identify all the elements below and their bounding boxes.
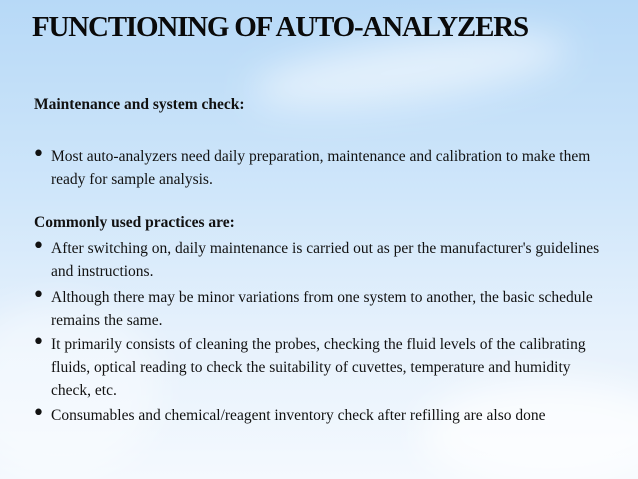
bullet-item — [32, 142, 602, 191]
bullet-text: It primarily consists of cleaning the probes, checking the fluid levels of the calibrating fluids, optical reading to check the suitability of cuvettes, temperature and humidity check, etc. — [51, 336, 586, 399]
bullet-icon: • — [32, 330, 45, 355]
bullet-text: After switching on, daily maintenance is carried out as per the manufacturer's guidelines and instructions. — [51, 240, 600, 280]
bullet-icon: • — [32, 401, 45, 426]
slide-title: FUNCTIONING OF AUTO-ANALYZERS — [32, 11, 528, 43]
bullet-text: Although there may be minor variations from one system to another, the basic schedule remains the same. — [51, 289, 593, 329]
section-heading-maintenance: Maintenance and system check: — [34, 96, 245, 113]
bullet-item — [32, 330, 602, 402]
bullet-text: Consumables and chemical/reagent inventory check after refilling are also done — [51, 407, 546, 424]
bullet-icon: • — [32, 142, 45, 167]
section-heading-practices: Commonly used practices are: — [34, 214, 235, 231]
bullet-icon: • — [32, 283, 45, 308]
bullet-item — [32, 234, 602, 283]
bullet-icon: • — [32, 234, 45, 259]
bullet-item — [32, 283, 602, 332]
bullet-item — [32, 401, 602, 427]
bullet-text: Most auto-analyzers need daily preparation, maintenance and calibration to make them ready for sample analysis. — [51, 148, 591, 188]
